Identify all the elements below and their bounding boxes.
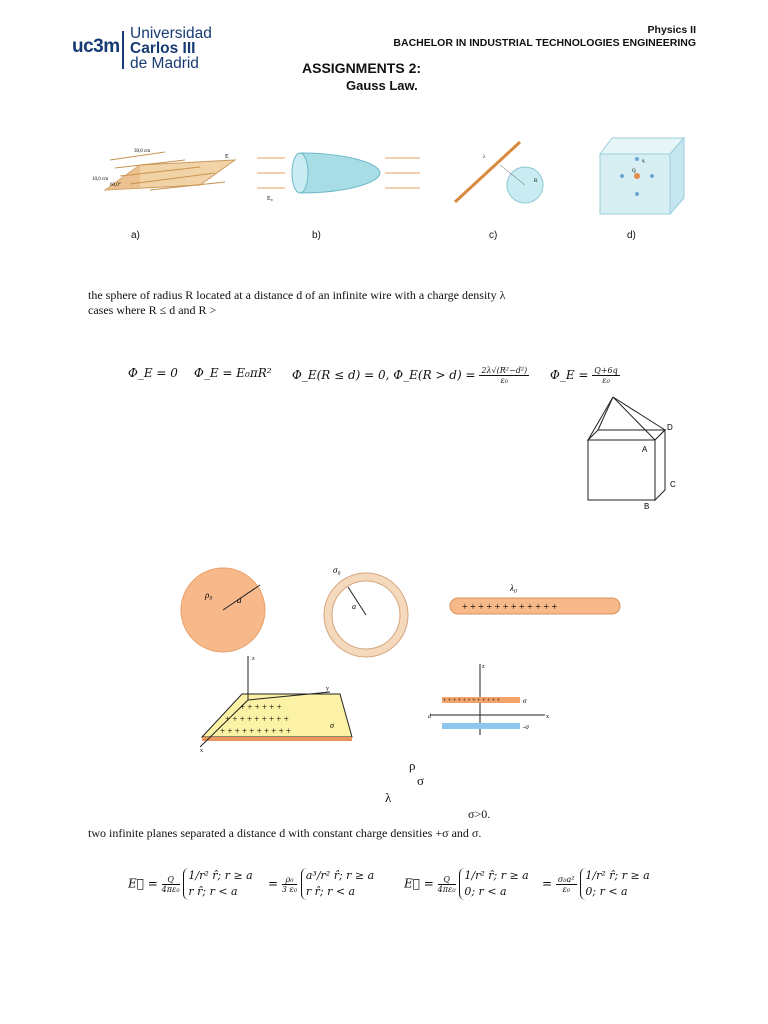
answer-d-left: Φ_E = [550,368,589,382]
answer-c-left: Φ_E(R ≤ d) = 0, Φ_E(R > d) = [292,368,476,382]
answer-d [550,366,620,385]
e2-den: 3 ε₀ [281,884,298,894]
field-eq-sphere-1 [128,868,253,900]
course-name: Physics II [647,24,696,36]
field-eq-shell-2 [542,868,650,900]
e4-num: σ₀a² [557,874,575,884]
e1-case2: r r̂; r < a [188,885,238,898]
e3-lhs: E⃗ = [404,876,434,891]
logo-line3: de Madrid [130,55,199,72]
plane-density-label: σ [330,721,334,730]
plane-axis-z: z [252,656,255,662]
svg-text:+ + + + + + + + + + + +: + + + + + + + + + + + + [443,698,501,704]
figure-a-label: a) [131,230,140,241]
svg-text:+ + + + + + + + + +: + + + + + + + + + + [220,726,292,736]
two-planes-axis-z: z [482,664,485,670]
figure-c-label: c) [489,230,498,241]
figure-d-label: d) [627,230,636,241]
sphere-density-label: ρ₀ [205,590,213,600]
plane-axis-x: x [200,748,203,754]
plane-axis-y: y [326,686,329,692]
problem-text-planes: two infinite planes separated a distance d with constant charge densities +σ and σ. [88,826,482,840]
problem-text-line2: cases where R ≤ d and R > [88,303,217,317]
wire-density-label: λ₀ [510,583,518,593]
answer-c-den: ε₀ [500,376,508,385]
e1-lhs: E⃗ = [128,876,158,891]
problem-text-line1: the sphere of radius R located at a distance d of an infinite wire with a charge density λ [88,288,506,302]
e2-num: ρ₀ [282,875,297,885]
dim2-label: 10,0 cm [92,177,109,182]
symbol-lambda: λ [385,790,392,805]
vertex-c: C [670,480,676,489]
face-charge-label: q [642,159,645,164]
figure-charged-shell [318,565,418,660]
e4-case2: 0; r < a [585,885,628,898]
shell-radius-a: a [352,602,356,611]
answer-c [292,366,529,385]
center-charge-label: Q [632,169,636,174]
two-planes-axis-x: x [546,714,549,720]
svg-text:+ + + + + +: + + + + + + [240,702,282,712]
field-eq-shell-1 [404,868,529,900]
vertex-b: B [644,502,650,510]
logo-line2: Carlos III [130,40,196,57]
field-label-b: E₀ [267,196,273,202]
dim1-label: 30,0 cm [134,149,151,154]
answer-d-num: Q+6q [594,366,618,375]
e1-num: Q [162,875,180,885]
e2-lhs: = [268,876,279,891]
wire-label: λ [483,155,486,160]
e4-den: ε₀ [562,884,570,894]
answer-d-den: ε₀ [602,376,610,385]
top-plane-density: σ [523,697,527,705]
figure-c-wire-sphere [450,140,560,210]
figure-charged-sphere [175,563,275,653]
angle-label: 60,0° [110,183,121,188]
field-label-a: E [225,154,229,160]
bottom-plane-density: -σ [523,723,529,731]
e3-case2: 0; r < a [464,885,507,898]
shell-density-label: σ₀ [333,565,341,575]
degree-name: BACHELOR IN INDUSTRIAL TECHNOLOGIES ENGINEERING [393,37,696,49]
answer-b: Φ_E = E₀πR² [194,366,272,380]
logo-line1: Universidad [130,25,212,42]
e2-case2: r r̂; r < a [305,885,356,898]
assignment-title: ASSIGNMENTS 2: [302,60,422,76]
figure-a-inclined-plane [90,140,240,210]
e1-den: 4πε₀ [161,884,180,894]
sphere-radius-label: R [534,179,538,184]
symbol-rho: ρ [409,758,416,773]
figure-b-paraboloid [255,148,425,208]
logo-uc3m: uc3m [72,36,120,57]
figure-charged-plane [190,652,360,757]
figure-b-label: b) [312,230,321,241]
sphere-radius-a: a [237,595,242,605]
logo-university-name [130,26,212,71]
e3-num: Q [438,875,456,885]
figure-charged-wire [440,575,630,625]
assignment-subtitle: Gauss Law. [346,78,418,93]
symbol-sigma: σ [417,773,425,788]
wire-plus-signs: + + + + + + + + + + + + [462,602,558,613]
logo-divider [122,31,124,69]
e2-case1: a³/r² r̂; r ≥ a [305,869,375,882]
symbol-sigma-positive: σ>0. [468,807,491,821]
answer-c-num: 2λ√(R²−d²) [481,366,528,375]
planes-distance-label: d [428,714,431,720]
answer-a: Φ_E = 0 [128,366,178,380]
figure-pyramid-cube [580,395,690,510]
e3-case1: 1/r² r̂; r ≥ a [464,869,529,882]
field-eq-sphere-2 [268,868,374,900]
figure-two-planes [420,660,560,740]
e3-den: 4πε₀ [437,884,456,894]
svg-text:+ + + + + + + + +: + + + + + + + + + [225,714,289,724]
e4-case1: 1/r² r̂; r ≥ a [585,869,650,882]
figure-d-cube [592,134,692,216]
e4-lhs: = [542,876,553,891]
vertex-d: D [667,423,673,432]
e1-case1: 1/r² r̂; r ≥ a [188,869,253,882]
vertex-a: A [642,445,648,454]
